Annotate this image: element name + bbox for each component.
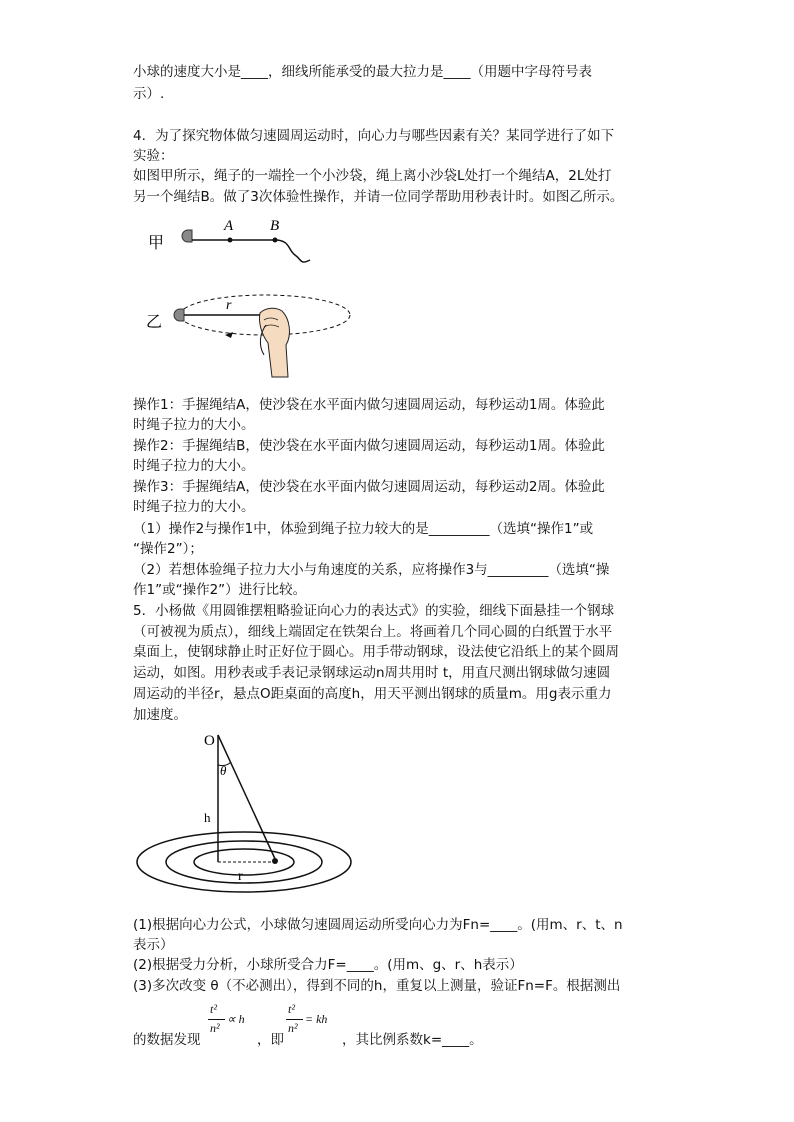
figure-conical-pendulum <box>134 725 354 895</box>
text-line: （2）若想体验绳子拉力大小与角速度的关系，应将操作3与_________（选填“操 <box>133 562 610 578</box>
text-line: 运动，如图。用秒表或手表记录钢球运动n周共用时 t，用直尺测出钢球做匀速圆 <box>133 665 611 681</box>
text-line: 的数据发现 <box>133 1032 201 1048</box>
figure-jia-label: 甲 <box>148 235 165 252</box>
knot-a-label: A <box>224 218 234 234</box>
text-line: 表示） <box>133 937 174 953</box>
text-line: 实验： <box>133 148 174 164</box>
formula-proportional <box>208 1002 256 1046</box>
angle-label: θ <box>220 763 227 778</box>
text-line: 操作3：手握绳结A，使沙袋在水平面内做匀速圆周运动，每秒运动2周。体验此 <box>133 479 605 495</box>
formula1-rel: ∝ h <box>227 1012 245 1026</box>
pivot-label: O <box>204 733 215 749</box>
text-line: “操作2”）； <box>133 541 203 557</box>
figure-yi-label: 乙 <box>146 314 163 331</box>
text-line: 示）. <box>133 86 165 102</box>
text-line: 操作1：手握绳结A，使沙袋在水平面内做匀速圆周运动，每秒运动1周。体验此 <box>133 397 605 413</box>
question-4-title: 4．为了探究物体做匀速圆周运动时，向心力与哪些因素有关？某同学进行了如下 <box>133 128 615 144</box>
text-line: 桌面上，使钢球静止时正好位于圆心。用手带动钢球，设法使它沿纸上的某个圆周 <box>133 644 619 660</box>
text-line: 操作2：手握绳结B，使沙袋在水平面内做匀速圆周运动，每秒运动1周。体验此 <box>133 438 605 454</box>
knot-b-label: B <box>270 218 280 234</box>
figure-yi <box>140 285 360 380</box>
question-5-title: 5．小杨做《用圆锥摆粗略验证向心力的表达式》的实验，细线下面悬挂一个钢球 <box>133 603 615 619</box>
formula1-den: n² <box>210 1021 220 1035</box>
radius-label: r <box>226 298 232 313</box>
height-label: h <box>204 810 211 825</box>
formula1-num: t² <box>210 1002 217 1016</box>
text-line: 时绳子拉力的大小。 <box>133 417 255 433</box>
text-line: （1）操作2与操作1中，体验到绳子拉力较大的是_________（选填“操作1”或 <box>133 521 594 537</box>
formula-equation <box>286 1002 342 1046</box>
text-line: 作1”或“操作2”）进行比较。 <box>133 582 307 598</box>
formula2-rel: = kh <box>305 1012 328 1026</box>
text-line: 时绳子拉力的大小。 <box>133 458 255 474</box>
text-line: 如图甲所示，绳子的一端拴一个小沙袋，绳上离小沙袋L处打一个绳结A，2L处打 <box>133 168 612 184</box>
text-line: ，其比例系数k=____。 <box>342 1032 483 1048</box>
text-line: (2)根据受力分析，小球所受合力F=____。(用m、g、r、h表示） <box>133 957 523 973</box>
text-line: 小球的速度大小是____，细线所能承受的最大拉力是____（用题中字母符号表 <box>133 64 592 80</box>
text-line: （可被视为质点），细线上端固定在铁架台上。将画着几个同心圆的白纸置于水平 <box>133 624 613 640</box>
formula2-num: t² <box>288 1002 295 1016</box>
text-line: 周运动的半径r，悬点O距桌面的高度h，用天平测出钢球的质量m。用g表示重力 <box>133 686 612 702</box>
figure-jia <box>140 210 340 270</box>
text-line: (1)根据向心力公式，小球做匀速圆周运动所受向心力为Fn=____。(用m、r、t、n <box>133 917 623 933</box>
text-line: 另一个绳结B。做了3次体验性操作，并请一位同学帮助用秒表计时。如图乙所示。 <box>133 189 624 205</box>
text-line: (3)多次改变 θ（不必测出），得到不同的h，重复以上测量，验证Fn=F。根据测出 <box>133 978 621 994</box>
text-line: ，即 <box>257 1032 284 1048</box>
formula2-den: n² <box>288 1021 298 1035</box>
text-line: 时绳子拉力的大小。 <box>133 499 255 515</box>
text-line: 加速度。 <box>133 707 187 723</box>
radius-label: r <box>238 869 243 884</box>
